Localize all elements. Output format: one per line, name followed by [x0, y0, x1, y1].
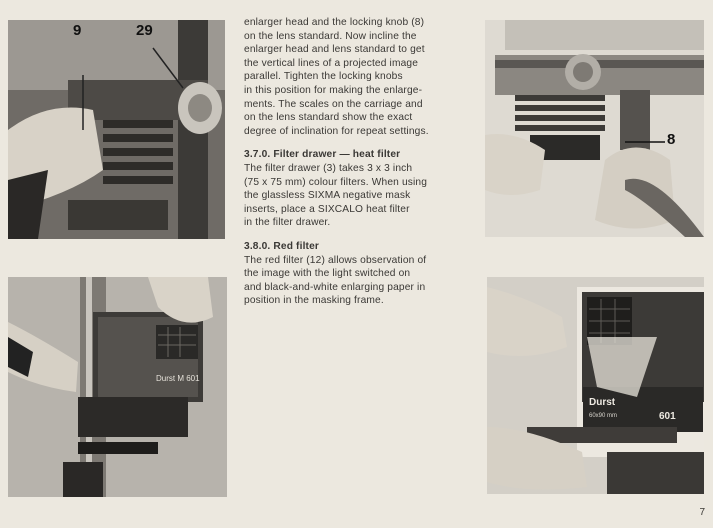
text-line: on the lens standard show the exact [244, 112, 413, 124]
text-line: on the lens standard. Now incline the [244, 30, 417, 42]
text-line: enlarger head and the locking knob (8) [244, 17, 425, 28]
enlarger-head-knobs-illustration [8, 20, 225, 239]
callout-8: 8 [667, 131, 676, 148]
text-line: The filter drawer (3) takes 3 x 3 inch [244, 162, 413, 174]
callout-29: 29 [136, 22, 153, 39]
text-line: in the filter drawer. [244, 217, 331, 229]
callout-9: 9 [73, 22, 82, 39]
photo-enlarger-head-knobs [8, 20, 225, 239]
text-line: and black-and-white enlarging paper in [244, 281, 426, 293]
filter-drawer-illustration [487, 277, 704, 494]
text-line: the glassless SIXMA negative mask [244, 190, 411, 202]
section-heading: 3.7.0. Filter drawer — heat filter [244, 149, 401, 161]
photo-filter-drawer [487, 277, 704, 494]
photo-lens-standard-locking [485, 20, 704, 237]
text-line: the vertical lines of a projected image [244, 57, 419, 69]
format-label-br: 60x90 mm [589, 413, 618, 419]
text-line: position in the masking frame. [244, 295, 384, 307]
model-label-br: 601 [659, 411, 676, 422]
section-filter-drawer [244, 148, 466, 230]
section-heading: 3.8.0. Red filter [244, 240, 320, 252]
text-line: The red filter (12) allows observation of [244, 254, 427, 266]
text-line: enlarger head and lens standard to get [244, 44, 425, 56]
text-line: parallel. Tighten the locking knobs [244, 71, 403, 83]
page-number: 7 [699, 507, 705, 518]
enlarger-on-column-illustration [8, 277, 227, 497]
text-line: (75 x 75 mm) colour filters. When using [244, 176, 428, 188]
text-line: inserts, place a SIXCALO heat filter [244, 203, 410, 215]
intro-paragraph [244, 16, 466, 138]
body-text-column [244, 16, 466, 308]
photo-enlarger-on-column [8, 277, 227, 497]
text-line: ments. The scales on the carriage and [244, 98, 423, 110]
durst-label-bl: Durst M 601 [156, 374, 200, 383]
text-line: degree of inclination for repeat settings. [244, 125, 429, 137]
lens-standard-locking-illustration [485, 20, 704, 237]
text-line: in this position for making the enlarge- [244, 84, 423, 96]
section-red-filter [244, 240, 466, 308]
text-line: the image with the light switched on [244, 268, 411, 280]
durst-label-br: Durst [589, 397, 616, 408]
